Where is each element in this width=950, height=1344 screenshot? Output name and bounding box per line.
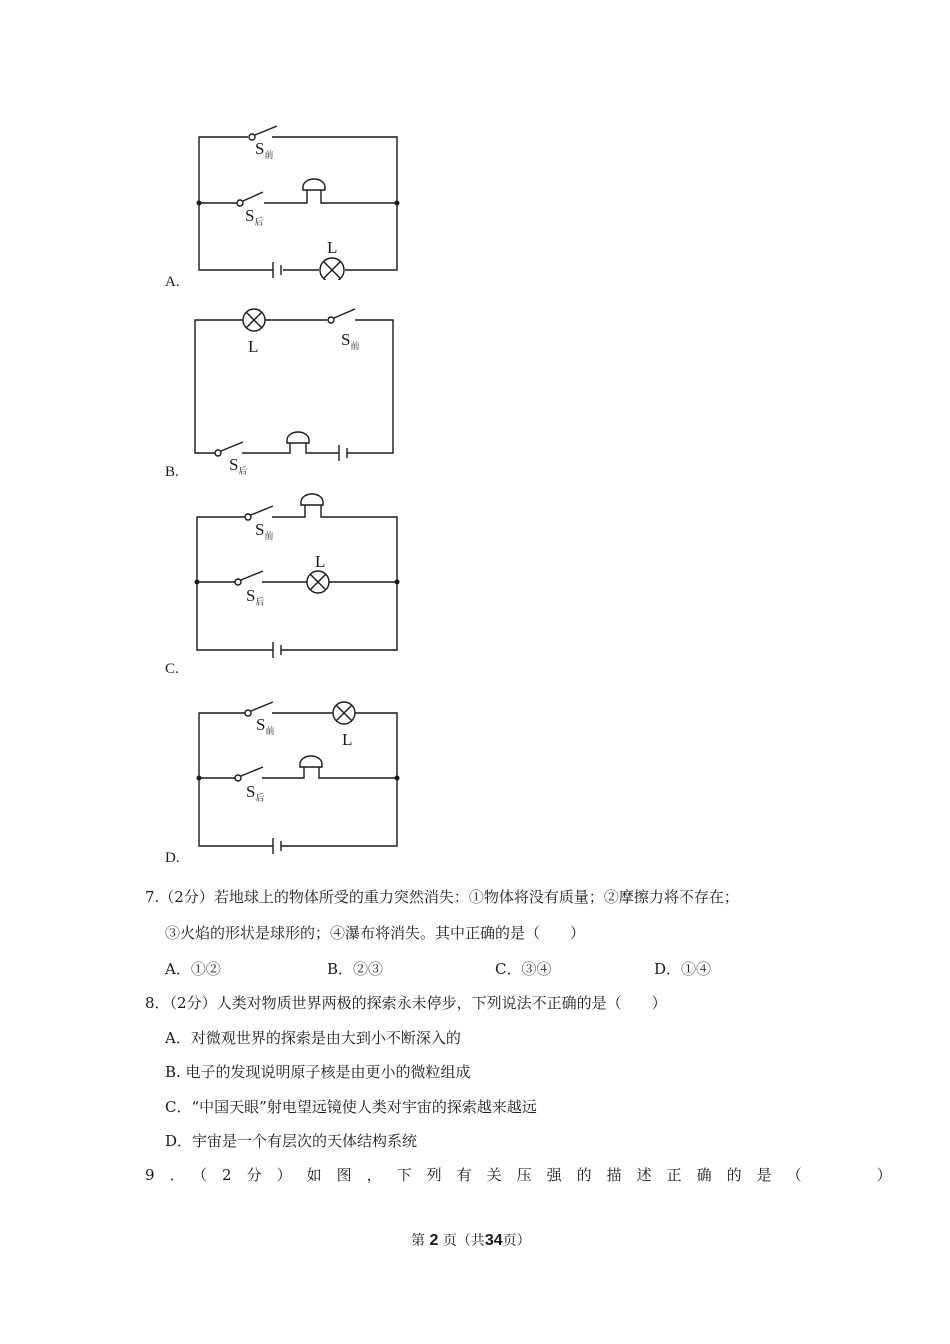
footer-prefix: 第 (411, 1233, 425, 1249)
q8-stem: 8．（2分）人类对物质世界两极的探索永未停步，下列说法不正确的是（ ） (145, 994, 667, 1012)
footer-suffix: 页） (502, 1233, 531, 1249)
lamp-label: L (327, 238, 338, 257)
switch-back-label: $S_后$ (246, 586, 265, 607)
switch-back-label: $S_后$ (246, 782, 265, 803)
q6-option-d-label: D. (165, 850, 180, 866)
switch-front-label: $S_前$ (256, 715, 275, 736)
circuit-diagram-c (185, 488, 415, 663)
switch-front-label: $S_前$ (255, 520, 274, 541)
q6-option-a-label: A. (165, 274, 180, 290)
footer-middle: 页（共 (442, 1233, 485, 1249)
switch-front-label: $S_前$ (255, 139, 274, 160)
q7-option-d: D．①④ (654, 960, 712, 978)
lamp-label: L (315, 552, 326, 571)
footer-total-pages: 34 (484, 1232, 503, 1249)
q9-stem: 9．（2分）如图，下列有关压强的描述正确的是（ ） (145, 1166, 907, 1184)
circuit-diagram-b (185, 303, 415, 478)
q8-option-d: D．宇宙是一个有层次的天体结构系统 (165, 1132, 418, 1150)
switch-back-label: $S_后$ (245, 206, 264, 227)
q7-option-b: B．②③ (327, 960, 384, 978)
q6-option-c-label: C. (165, 661, 179, 677)
q7-option-a: A．①② (165, 960, 221, 978)
page-footer (411, 1230, 531, 1250)
lamp-label: L (248, 337, 259, 356)
q7-stem-line1: 7.（2分）若地球上的物体所受的重力突然消失：①物体将没有质量；②摩擦力将不存在； (145, 888, 739, 906)
lamp-label: L (342, 730, 353, 749)
footer-page-number: 2 (429, 1232, 439, 1249)
q8-option-c: C．“中国天眼”射电望远镜使人类对宇宙的探索越来越远 (165, 1098, 537, 1116)
circuit-diagram-a (185, 120, 415, 280)
q7-stem-line2: ③火焰的形状是球形的；④瀑布将消失。其中正确的是（ ） (165, 924, 586, 942)
circuit-diagram-d (185, 693, 415, 868)
q8-option-a: A．对微观世界的探索是由大到小不断深入的 (165, 1029, 461, 1047)
q7-option-c: C．③④ (495, 960, 552, 978)
switch-front-label: $S_前$ (341, 330, 360, 351)
switch-back-label: $S_后$ (229, 455, 248, 476)
q6-option-b-label: B. (165, 464, 179, 480)
q8-option-b: B. 电子的发现说明原子核是由更小的微粒组成 (165, 1063, 471, 1081)
